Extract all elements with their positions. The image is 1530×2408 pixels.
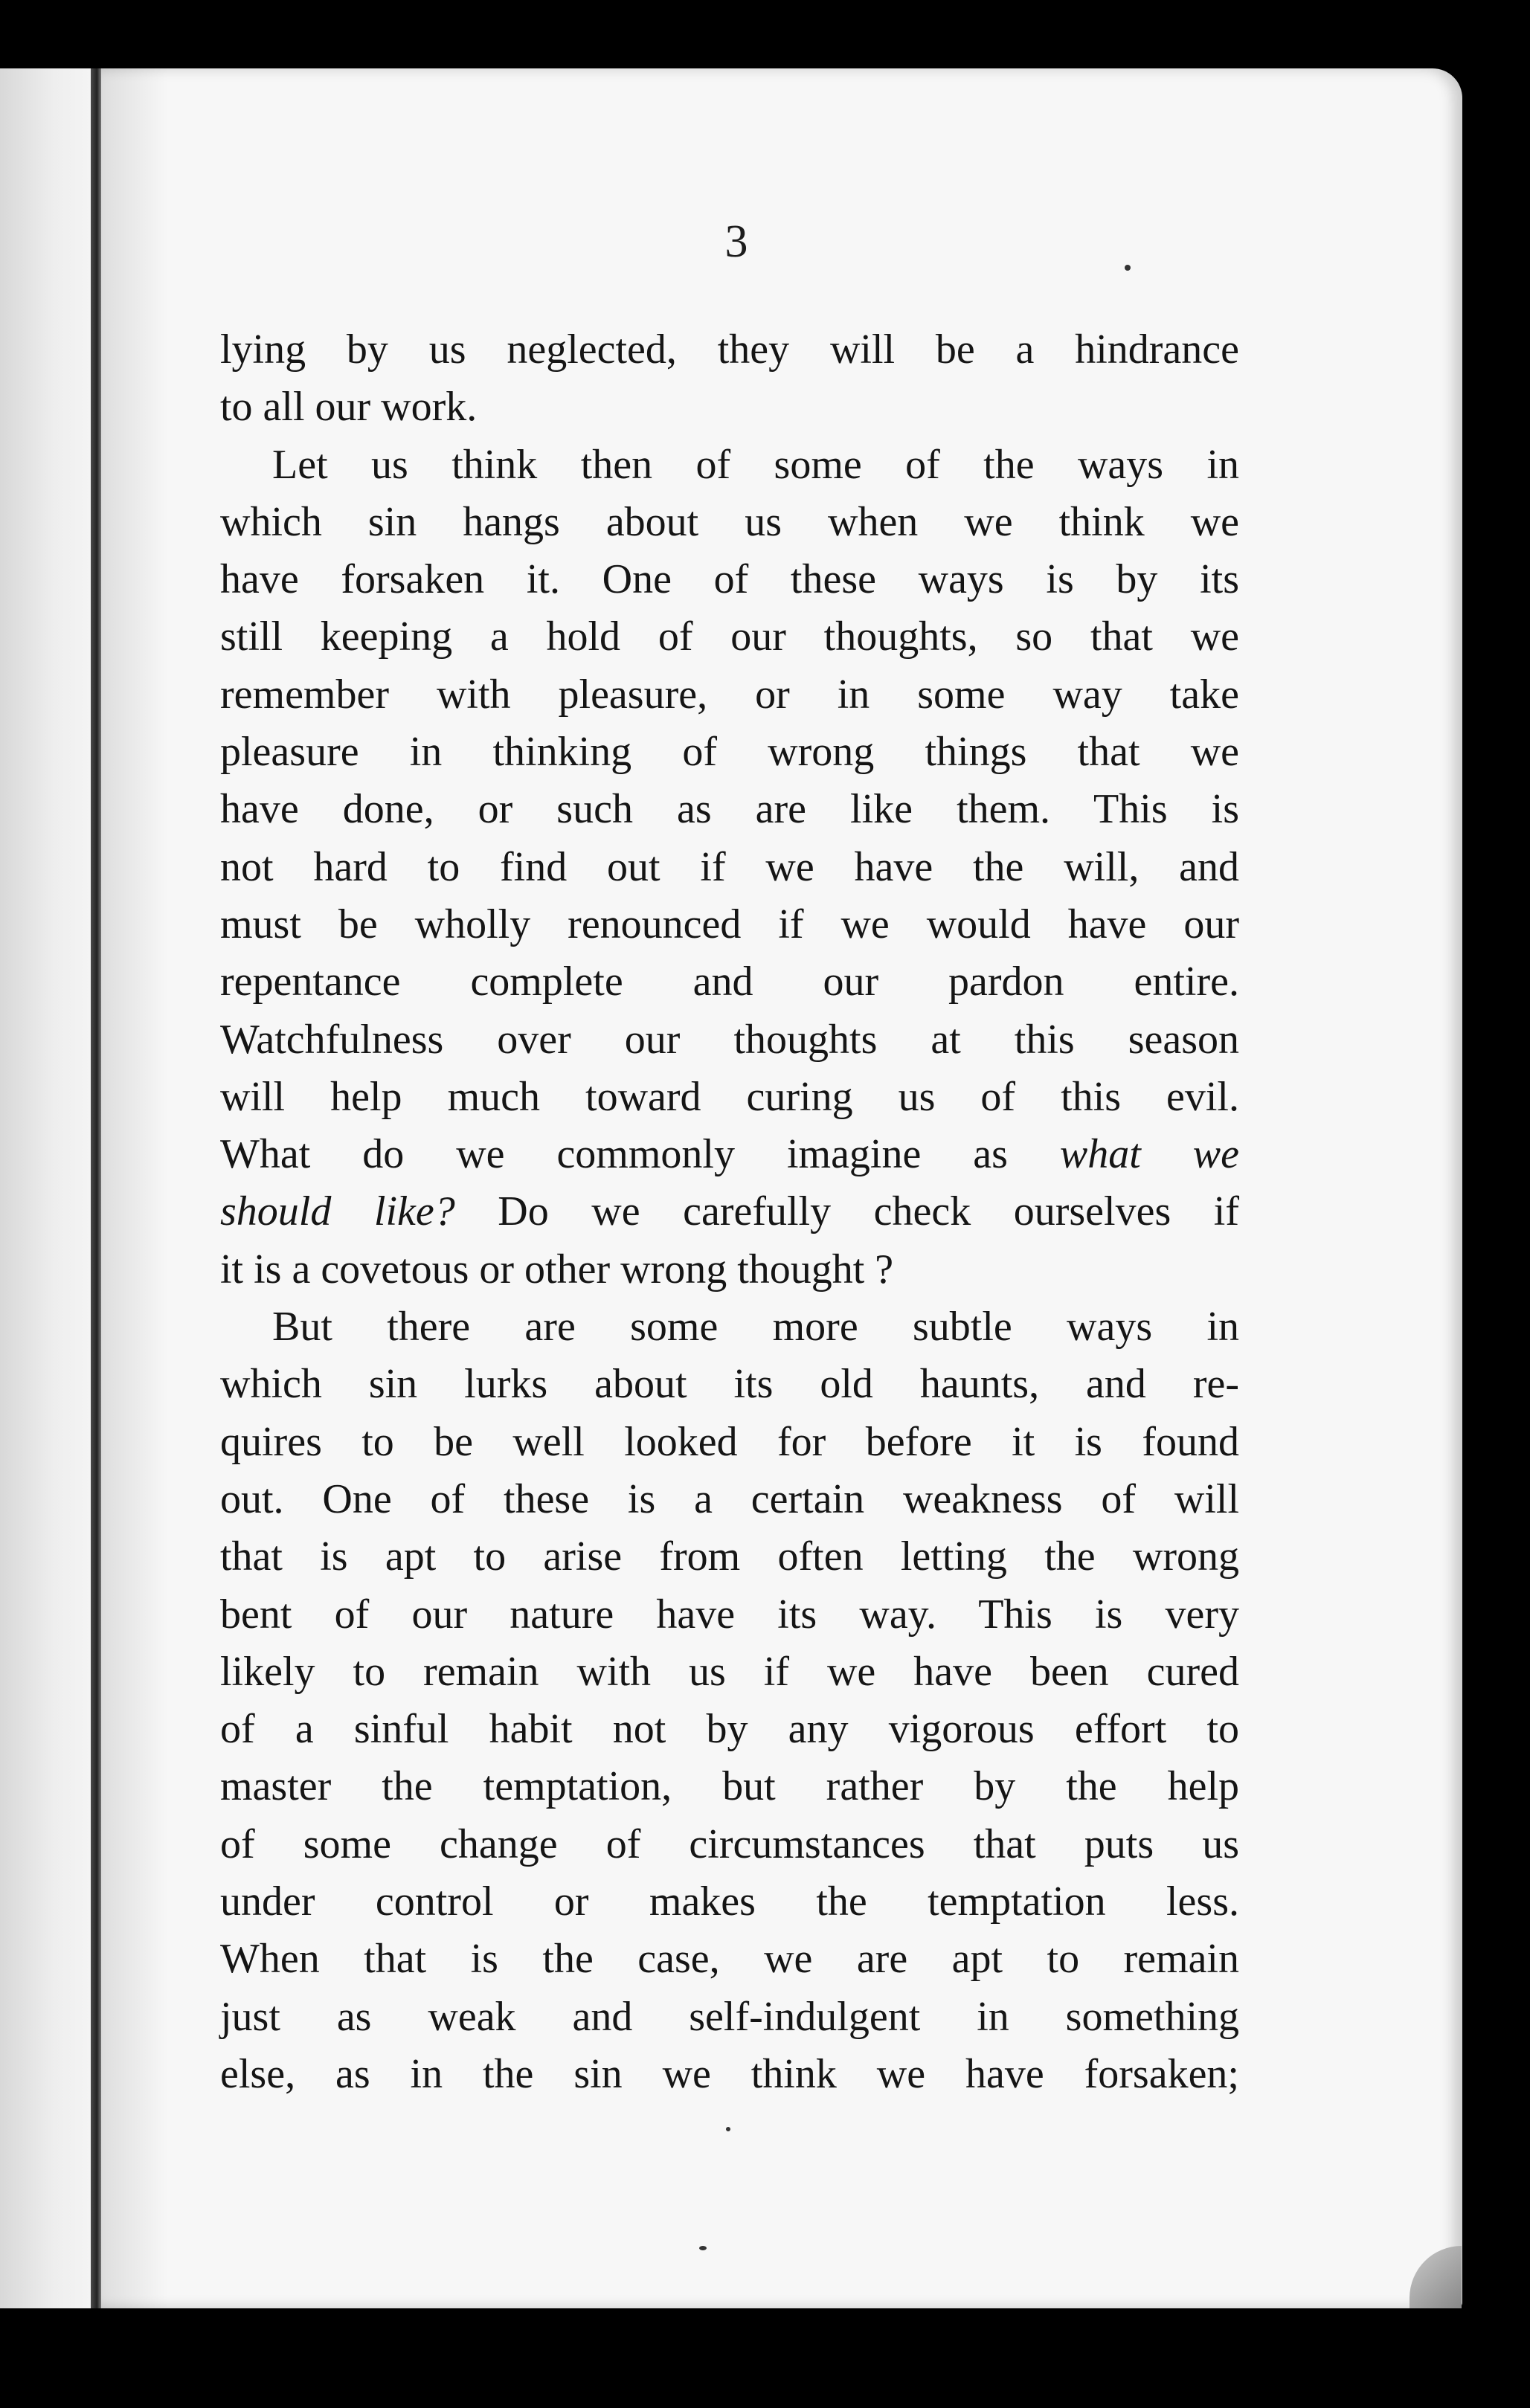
text-line [220, 1644, 1239, 1701]
line-text: must be wholly renounced if we would have our [220, 901, 1239, 947]
line-text: Let us think then of some of the ways in [272, 441, 1239, 488]
text-line [220, 1586, 1239, 1644]
line-text: to all our work. [220, 384, 478, 431]
text-line [220, 1873, 1239, 1931]
text-line [220, 1989, 1239, 2046]
text-line [220, 781, 1239, 838]
line-text: But there are some more subtle ways in [272, 1304, 1239, 1351]
text-line [220, 1356, 1239, 1413]
page-number: 3 [724, 216, 748, 267]
text-line [220, 608, 1239, 666]
line-text: which sin hangs about us when we think we [220, 498, 1239, 545]
text-line [220, 437, 1239, 494]
line-text: not hard to find out if we have the will, and [220, 843, 1239, 890]
text-line [220, 1011, 1239, 1069]
book-spine [91, 68, 101, 2308]
line-text: which sin lurks about its old haunts, and re- [220, 1361, 1239, 1408]
text-line [220, 1126, 1239, 1183]
text-line [220, 896, 1239, 953]
text-line [220, 1816, 1239, 1873]
text-line [220, 321, 1239, 379]
text-line [220, 1183, 1239, 1240]
text-line [220, 1298, 1239, 1356]
text-line [220, 1069, 1239, 1126]
text-line [220, 1758, 1239, 1815]
line-text: What do we commonly imagine as [220, 1131, 1008, 1178]
line-text: have done, or such as are like them. This is [220, 786, 1239, 833]
speck [1125, 265, 1131, 271]
line-text: else, as in the sin we think we have forsaken; [220, 2050, 1239, 2097]
speck [699, 2246, 707, 2250]
text-line [220, 1414, 1239, 1471]
text-line [220, 494, 1239, 551]
line-text: likely to remain with us if we have been cured [220, 1648, 1239, 1695]
text-line [220, 666, 1239, 724]
line-text: remember with pleasure, or in some way take [220, 671, 1239, 718]
text-line [220, 839, 1239, 896]
line-text: just as weak and self-indulgent in something [220, 1993, 1239, 2040]
line-text: lying by us neglected, they will be a hindrance [220, 326, 1239, 373]
line-text: it is a covetous or other wrong thought ? [220, 1246, 894, 1292]
line-text: will help much toward curing us of this evil. [220, 1073, 1239, 1120]
line-text: have forsaken it. One of these ways is by its [220, 556, 1239, 603]
line-text: of a sinful habit not by any vigorous effort to [220, 1706, 1239, 1753]
gutter-shadow [101, 68, 168, 2308]
line-text: repentance complete and our pardon entire. [220, 959, 1239, 1005]
line-text: still keeping a hold of our thoughts, so that we [220, 614, 1239, 660]
text-line [220, 1471, 1239, 1528]
line-text: under control or makes the temptation less. [220, 1879, 1239, 1925]
line-text: that is apt to arise from often letting the wrong [220, 1533, 1239, 1580]
text-line [220, 551, 1239, 608]
text-line [220, 1931, 1239, 1988]
text-line [220, 1241, 1239, 1298]
line-text: pleasure in thinking of wrong things that we [220, 729, 1239, 776]
italic-phrase: should like? [220, 1188, 455, 1235]
line-text: When that is the case, we are apt to remain [220, 1936, 1239, 1983]
body-text [220, 321, 1239, 2103]
text-line [220, 724, 1239, 781]
text-line [220, 953, 1239, 1011]
line-text: master the temptation, but rather by the help [220, 1763, 1239, 1810]
line-text: of some change of circumstances that puts us [220, 1821, 1239, 1867]
speck [726, 2127, 730, 2131]
previous-page-edge [0, 68, 91, 2308]
line-text: Do we carefully check ourselves if [454, 1188, 1239, 1235]
text-line [220, 1701, 1239, 1758]
line-text: quires to be well looked for before it is found [220, 1418, 1239, 1465]
text-line [220, 2046, 1239, 2103]
text-line [220, 1528, 1239, 1586]
line-text: out. One of these is a certain weakness of will [220, 1475, 1239, 1522]
line-text: bent of our nature have its way. This is very [220, 1591, 1239, 1638]
italic-phrase: what we [1059, 1131, 1240, 1178]
line-text: Watchfulness over our thoughts at this season [220, 1016, 1239, 1063]
text-line [220, 379, 1239, 436]
